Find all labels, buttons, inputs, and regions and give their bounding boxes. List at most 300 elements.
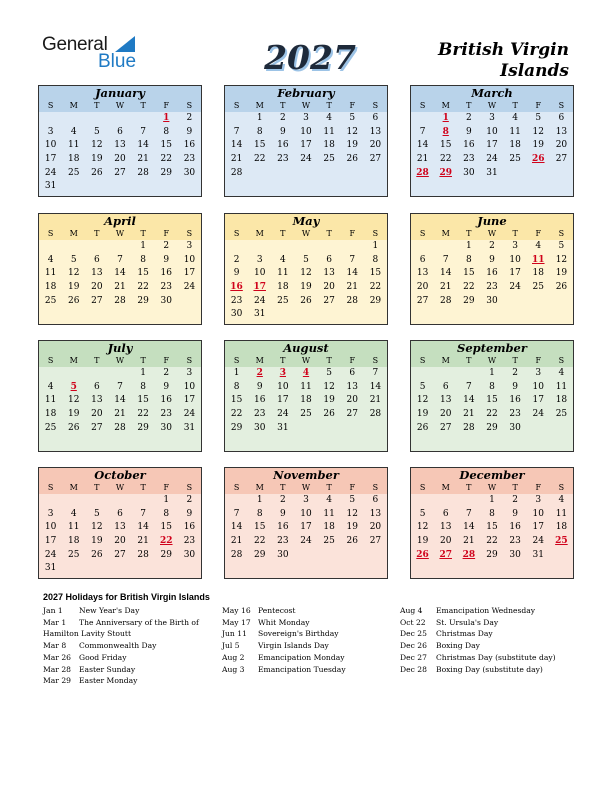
empty-day-cell <box>62 240 85 254</box>
holiday-date: Jun 11 <box>222 629 247 639</box>
holiday-date: Mar 28 <box>43 664 72 674</box>
weekday-label: T <box>94 483 100 492</box>
day-cell: 6 <box>93 254 100 265</box>
month-name: January <box>39 86 201 100</box>
holiday-day-cell: 17 <box>253 282 266 293</box>
page-year-title: 2027 <box>264 38 356 77</box>
week-row <box>411 394 573 408</box>
day-cell: 19 <box>300 282 312 293</box>
day-cell: 8 <box>233 381 240 392</box>
day-cell: 8 <box>140 381 146 392</box>
day-cell: 26 <box>91 549 103 560</box>
day-cell: 6 <box>372 495 379 505</box>
day-cell: 25 <box>44 295 57 306</box>
weekday-label: T <box>140 483 146 492</box>
day-cell: 22 <box>230 409 243 420</box>
weekday-label: M <box>69 483 78 492</box>
holiday-name: St. Ursula's Day <box>436 617 499 627</box>
empty-day-cell <box>411 367 434 381</box>
day-cell: 15 <box>253 140 266 151</box>
empty-day-cell <box>318 167 341 181</box>
weekday-label: T <box>280 101 286 110</box>
day-cell: 19 <box>555 268 568 279</box>
empty-day-cell <box>248 167 271 181</box>
weekday-label: S <box>419 229 426 238</box>
holiday-name: Boxing Day <box>436 641 480 651</box>
empty-day-cell <box>434 240 457 254</box>
day-cell: 29 <box>369 295 382 306</box>
empty-day-cell <box>550 549 573 563</box>
month-name: February <box>225 86 387 100</box>
day-cell: 10 <box>183 381 196 392</box>
day-cell: 18 <box>44 409 57 420</box>
empty-day-cell <box>85 112 108 126</box>
empty-day-cell <box>294 549 317 563</box>
holiday-name: Emancipation Wednesday <box>436 606 536 615</box>
day-cell: 27 <box>346 409 358 420</box>
day-cell: 16 <box>277 522 289 533</box>
holiday-date: Jan 1 <box>43 606 63 615</box>
weekday-label: F <box>349 483 356 492</box>
day-cell: 15 <box>160 522 172 533</box>
day-cell: 7 <box>233 126 240 137</box>
day-cell: 14 <box>463 522 475 533</box>
day-cell: 13 <box>416 268 429 279</box>
day-cell: 12 <box>91 522 103 533</box>
day-cell: 12 <box>67 395 80 406</box>
weekday-header <box>411 482 573 494</box>
week-row <box>411 408 573 422</box>
day-cell: 19 <box>416 536 429 547</box>
day-cell: 6 <box>419 254 426 265</box>
holiday-item <box>43 675 199 687</box>
day-cell: 30 <box>160 295 172 306</box>
holiday-name: Sovereign's Birthday <box>258 629 339 639</box>
day-cell: 4 <box>558 368 565 378</box>
holiday-day-cell: 28 <box>462 549 476 560</box>
day-cell: 10 <box>532 508 544 519</box>
empty-day-cell <box>527 422 550 436</box>
day-cell: 21 <box>137 154 149 165</box>
week-row <box>225 408 387 422</box>
weekday-label: F <box>535 356 542 365</box>
empty-day-cell <box>318 240 341 254</box>
day-cell: 7 <box>372 368 379 378</box>
week-row <box>39 408 201 422</box>
empty-day-cell <box>62 112 85 126</box>
weekday-label: W <box>487 229 497 238</box>
week-row <box>225 422 387 436</box>
country-title <box>369 40 569 82</box>
week-row <box>39 254 201 268</box>
day-cell: 17 <box>532 395 544 406</box>
month-name: August <box>225 341 387 355</box>
weekday-label: T <box>466 229 472 238</box>
month-september <box>410 340 574 452</box>
day-cell: 13 <box>91 395 103 406</box>
weekday-label: W <box>487 483 497 492</box>
empty-day-cell <box>457 494 480 508</box>
day-cell: 14 <box>114 268 126 279</box>
day-cell: 7 <box>465 508 472 519</box>
week-row <box>411 112 573 126</box>
day-cell: 12 <box>555 254 568 265</box>
day-cell: 22 <box>137 409 149 420</box>
day-cell: 3 <box>47 508 54 519</box>
week-row <box>225 381 387 395</box>
holiday-name: Commonwealth Day <box>79 641 157 651</box>
day-cell: 15 <box>463 268 475 279</box>
week-row <box>39 381 201 395</box>
weekday-label: T <box>326 483 332 492</box>
day-cell: 7 <box>140 508 146 519</box>
day-cell: 12 <box>91 140 103 151</box>
day-cell: 12 <box>416 395 429 406</box>
month-march <box>410 85 574 197</box>
day-cell: 29 <box>230 422 243 433</box>
empty-day-cell <box>225 240 248 254</box>
holiday-day-cell: 2 <box>256 368 263 378</box>
day-cell: 30 <box>230 309 243 320</box>
day-cell: 4 <box>512 113 518 123</box>
empty-day-cell <box>364 167 387 181</box>
day-cell: 24 <box>532 536 544 547</box>
day-cell: 13 <box>439 395 452 406</box>
day-cell: 12 <box>346 508 358 519</box>
day-cell: 5 <box>326 368 332 378</box>
day-cell: 31 <box>44 181 57 192</box>
week-row <box>39 508 201 522</box>
day-cell: 4 <box>326 113 332 123</box>
day-cell: 13 <box>439 522 452 533</box>
day-cell: 8 <box>489 508 495 519</box>
day-cell: 19 <box>67 409 80 420</box>
day-cell: 7 <box>233 508 240 519</box>
day-cell: 9 <box>279 126 286 137</box>
empty-day-cell <box>248 240 271 254</box>
weekday-label: S <box>186 101 193 110</box>
empty-day-cell <box>341 167 364 181</box>
day-cell: 24 <box>300 536 312 547</box>
month-june <box>410 213 574 325</box>
day-cell: 30 <box>183 549 196 560</box>
holiday-item <box>400 640 556 652</box>
empty-day-cell <box>108 562 131 576</box>
empty-day-cell <box>225 112 248 126</box>
day-cell: 3 <box>303 495 309 505</box>
weekday-label: F <box>163 229 170 238</box>
day-cell: 20 <box>91 409 103 420</box>
weekday-label: M <box>69 356 78 365</box>
weekday-header <box>39 482 201 494</box>
month-name: October <box>39 468 201 482</box>
day-cell: 8 <box>372 254 379 265</box>
day-cell: 6 <box>117 508 123 519</box>
week-row <box>39 295 201 309</box>
day-cell: 23 <box>160 409 172 420</box>
day-cell: 27 <box>323 295 335 306</box>
empty-day-cell <box>132 180 155 194</box>
day-cell: 18 <box>44 282 57 293</box>
day-cell: 20 <box>114 154 126 165</box>
week-row <box>411 281 573 295</box>
week-row <box>411 521 573 535</box>
day-cell: 27 <box>555 154 568 165</box>
day-cell: 7 <box>117 381 123 392</box>
day-cell: 28 <box>114 422 126 433</box>
day-cell: 4 <box>47 381 54 392</box>
day-cell: 26 <box>67 295 80 306</box>
weekday-label: F <box>163 101 170 110</box>
logo-triangle-icon <box>115 36 135 52</box>
day-cell: 22 <box>253 536 266 547</box>
weekday-label: S <box>233 229 240 238</box>
day-cell: 5 <box>558 241 565 251</box>
day-cell: 2 <box>186 113 193 123</box>
day-cell: 11 <box>323 508 335 519</box>
day-cell: 25 <box>323 536 335 547</box>
week-row <box>225 367 387 381</box>
day-cell: 18 <box>67 154 80 165</box>
day-cell: 13 <box>369 508 382 519</box>
day-cell: 14 <box>346 268 358 279</box>
week-row <box>411 126 573 140</box>
holiday-name: Easter Monday <box>79 676 138 686</box>
day-cell: 26 <box>300 295 312 306</box>
day-cell: 27 <box>114 167 126 178</box>
day-cell: 16 <box>509 395 521 406</box>
weekday-label: T <box>326 356 332 365</box>
empty-day-cell <box>39 367 62 381</box>
weekday-label: W <box>487 356 497 365</box>
empty-day-cell <box>62 367 85 381</box>
weekday-label: T <box>512 356 518 365</box>
day-cell: 6 <box>558 113 565 123</box>
day-cell: 18 <box>532 268 544 279</box>
day-cell: 16 <box>160 268 172 279</box>
day-cell: 10 <box>300 126 312 137</box>
empty-day-cell <box>108 180 131 194</box>
empty-day-cell <box>550 295 573 309</box>
empty-day-cell <box>294 422 317 436</box>
day-cell: 29 <box>486 422 498 433</box>
day-cell: 14 <box>416 140 429 151</box>
day-cell: 7 <box>117 254 123 265</box>
week-row <box>39 126 201 140</box>
week-row <box>411 381 573 395</box>
day-cell: 26 <box>323 409 335 420</box>
day-cell: 30 <box>509 422 521 433</box>
month-november <box>224 467 388 579</box>
day-cell: 8 <box>140 254 146 265</box>
weekday-label: F <box>163 356 170 365</box>
day-cell: 12 <box>416 522 429 533</box>
day-cell: 29 <box>137 422 149 433</box>
day-cell: 28 <box>137 167 149 178</box>
month-name: December <box>411 468 573 482</box>
day-cell: 21 <box>463 536 475 547</box>
month-name: September <box>411 341 573 355</box>
day-cell: 28 <box>137 549 149 560</box>
day-cell: 8 <box>163 126 170 137</box>
day-cell: 5 <box>349 495 356 505</box>
holiday-item <box>222 605 346 617</box>
holiday-day-cell: 16 <box>230 282 243 293</box>
holiday-name: Christmas Day (substitute day) <box>436 652 556 662</box>
month-february <box>224 85 388 197</box>
weekday-header <box>411 355 573 367</box>
week-row <box>411 240 573 254</box>
weekday-header <box>39 228 201 240</box>
day-cell: 11 <box>44 395 57 406</box>
holiday-item <box>43 628 199 640</box>
week-row <box>39 535 201 549</box>
holiday-date: May 17 <box>222 617 251 627</box>
day-cell: 14 <box>463 395 475 406</box>
empty-day-cell <box>527 167 550 181</box>
empty-day-cell <box>85 180 108 194</box>
day-cell: 20 <box>114 536 126 547</box>
weekday-label: T <box>94 101 100 110</box>
day-cell: 22 <box>253 154 266 165</box>
empty-day-cell <box>39 112 62 126</box>
week-row <box>39 180 201 194</box>
day-cell: 5 <box>535 113 542 123</box>
empty-day-cell <box>178 562 201 576</box>
day-cell: 2 <box>279 113 286 123</box>
week-row <box>225 394 387 408</box>
empty-day-cell <box>85 240 108 254</box>
day-cell: 15 <box>230 395 243 406</box>
holiday-day-cell: 4 <box>302 368 310 378</box>
weekday-label: W <box>301 356 311 365</box>
month-name: June <box>411 214 573 228</box>
day-cell: 30 <box>160 422 172 433</box>
weekday-label: S <box>47 101 54 110</box>
day-cell: 28 <box>230 549 243 560</box>
week-row <box>411 367 573 381</box>
weekday-label: T <box>326 229 332 238</box>
day-cell: 20 <box>439 536 452 547</box>
day-cell: 4 <box>47 254 54 265</box>
day-cell: 10 <box>532 381 544 392</box>
day-cell: 19 <box>416 409 429 420</box>
weekday-label: T <box>94 229 100 238</box>
logo <box>42 34 142 72</box>
day-cell: 1 <box>140 241 146 251</box>
day-cell: 18 <box>300 395 312 406</box>
day-cell: 18 <box>67 536 80 547</box>
holiday-column <box>222 605 346 675</box>
day-cell: 20 <box>323 282 335 293</box>
weekday-label: F <box>535 229 542 238</box>
day-cell: 11 <box>44 268 57 279</box>
day-cell: 24 <box>44 167 57 178</box>
day-cell: 18 <box>509 140 521 151</box>
day-cell: 24 <box>486 154 498 165</box>
day-cell: 31 <box>532 549 544 560</box>
day-cell: 9 <box>163 381 170 392</box>
day-cell: 1 <box>372 241 379 251</box>
day-cell: 3 <box>256 254 263 265</box>
empty-day-cell <box>294 167 317 181</box>
day-cell: 12 <box>67 268 80 279</box>
holiday-day-cell: 3 <box>279 368 286 378</box>
day-cell: 20 <box>346 395 358 406</box>
day-cell: 24 <box>253 295 266 306</box>
day-cell: 31 <box>277 422 289 433</box>
day-cell: 30 <box>183 167 196 178</box>
day-cell: 11 <box>323 126 335 137</box>
weekday-header <box>225 355 387 367</box>
empty-day-cell <box>364 422 387 436</box>
day-cell: 3 <box>47 126 54 137</box>
month-name: July <box>39 341 201 355</box>
day-cell: 6 <box>442 508 449 519</box>
day-cell: 29 <box>463 295 475 306</box>
week-row <box>411 254 573 268</box>
day-cell: 30 <box>486 295 498 306</box>
day-cell: 18 <box>323 522 335 533</box>
holiday-item <box>400 617 556 629</box>
weekday-label: W <box>301 229 311 238</box>
empty-day-cell <box>434 494 457 508</box>
day-cell: 23 <box>230 295 243 306</box>
weekday-header <box>39 355 201 367</box>
day-cell: 1 <box>256 113 263 123</box>
day-cell: 17 <box>277 395 289 406</box>
month-name: November <box>225 468 387 482</box>
empty-day-cell <box>178 180 201 194</box>
day-cell: 12 <box>532 126 544 137</box>
day-cell: 14 <box>137 140 149 151</box>
day-cell: 18 <box>323 140 335 151</box>
day-cell: 23 <box>277 154 289 165</box>
day-cell: 20 <box>369 140 382 151</box>
day-cell: 21 <box>463 409 475 420</box>
empty-day-cell <box>364 308 387 322</box>
empty-day-cell <box>108 494 131 508</box>
day-cell: 17 <box>532 522 544 533</box>
empty-day-cell <box>318 422 341 436</box>
weekday-label: T <box>466 356 472 365</box>
weekday-label: S <box>47 356 54 365</box>
day-cell: 11 <box>555 508 568 519</box>
day-cell: 29 <box>253 549 266 560</box>
holiday-date: Aug 3 <box>222 664 245 674</box>
day-cell: 7 <box>465 381 472 392</box>
day-cell: 25 <box>300 409 312 420</box>
holiday-item <box>43 640 199 652</box>
empty-day-cell <box>411 240 434 254</box>
day-cell: 3 <box>512 241 518 251</box>
week-row <box>225 126 387 140</box>
day-cell: 12 <box>300 268 312 279</box>
day-cell: 3 <box>186 241 193 251</box>
week-row <box>411 167 573 181</box>
day-cell: 31 <box>486 167 498 178</box>
day-cell: 29 <box>486 549 498 560</box>
week-row <box>39 521 201 535</box>
empty-day-cell <box>294 308 317 322</box>
empty-day-cell <box>85 367 108 381</box>
weekday-label: M <box>69 229 78 238</box>
day-cell: 11 <box>300 381 312 392</box>
logo-blue-text: Blue <box>98 51 137 72</box>
day-cell: 14 <box>369 381 382 392</box>
day-cell: 25 <box>44 422 57 433</box>
holiday-item <box>222 664 346 676</box>
